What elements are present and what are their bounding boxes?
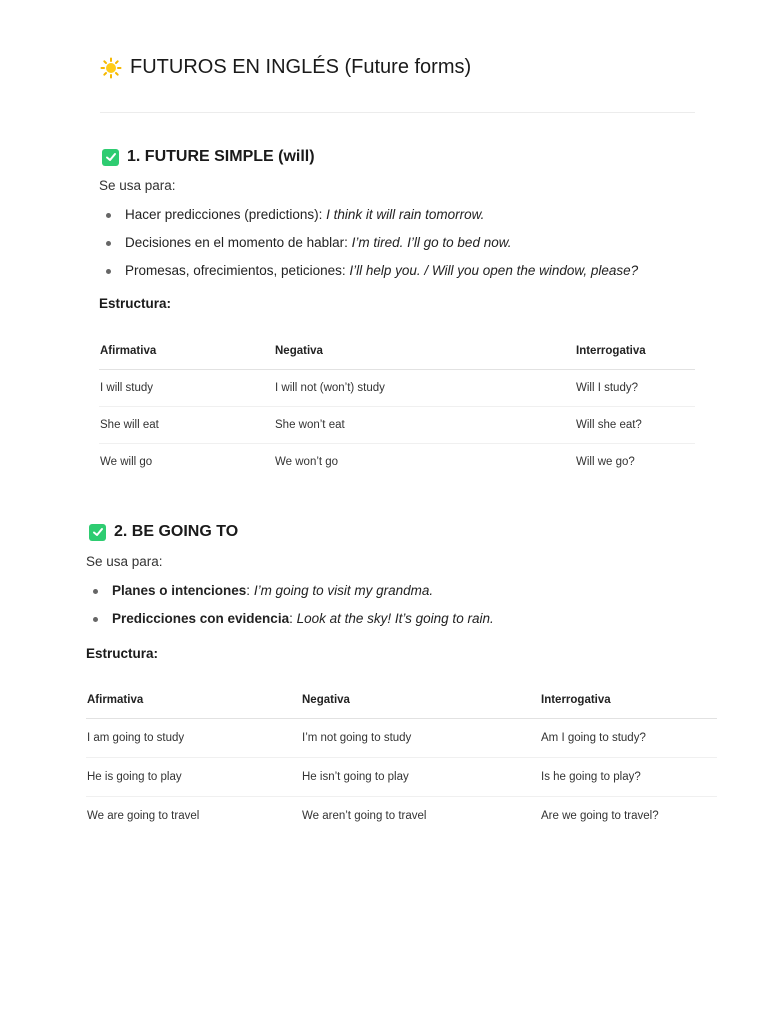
bullet-separator: :: [246, 583, 254, 598]
bullet-example: Look at the sky! It’s going to rain.: [296, 611, 494, 626]
table-row: [99, 407, 695, 444]
page-title: [100, 56, 471, 79]
table-cell: We won’t go: [275, 456, 339, 468]
list-item: [99, 207, 719, 235]
section-intro: Se usa para:: [86, 554, 163, 569]
table-row: [99, 370, 695, 407]
list-item: [99, 263, 719, 291]
bullet-example: I’ll help you. / Will you open the window, please?: [349, 263, 639, 278]
bullet-list: [86, 583, 716, 639]
table-cell: Will I study?: [575, 370, 695, 407]
section-heading-will: [102, 148, 315, 166]
table-cell: We will go: [100, 456, 153, 468]
structure-label: Estructura:: [86, 646, 159, 661]
bullet-example: I’m tired. I’ll go to bed now.: [351, 235, 512, 250]
table-cell: Is he going to play?: [540, 758, 717, 797]
bullet-example: I think it will rain tomorrow.: [326, 207, 485, 222]
table-row: [86, 797, 717, 836]
structure-table-will: [99, 333, 695, 480]
column-header: Afirmativa: [99, 333, 274, 370]
bullet-label: Decisiones en el momento de hablar:: [125, 235, 352, 250]
column-header: Negativa: [274, 333, 575, 370]
column-header: Afirmativa: [86, 682, 301, 719]
bullet-label: Planes o intenciones: [112, 583, 247, 598]
table-row: [99, 444, 695, 481]
structure-label: Estructura:: [99, 296, 172, 311]
section-heading-text: 2. BE GOING TO: [114, 523, 239, 540]
bullet-separator: :: [289, 611, 297, 626]
table-cell: I am going to study: [86, 719, 301, 758]
table-header-row: [86, 682, 717, 719]
bullet-label: Hacer predicciones (predictions):: [125, 207, 327, 222]
table-cell: He isn’t going to play: [301, 758, 540, 797]
bullet-list: [99, 207, 719, 291]
table-cell: She won’t eat: [274, 407, 575, 444]
table-cell: I will study: [99, 370, 274, 407]
section-intro: Se usa para:: [99, 178, 176, 193]
table-header-row: [99, 333, 695, 370]
bullet-example: I’m going to visit my grandma.: [253, 583, 434, 598]
table-cell: We aren’t going to travel: [302, 810, 427, 822]
table-cell: Are we going to travel?: [541, 810, 659, 822]
page-title-text: FUTUROS EN INGLÉS (Future forms): [130, 56, 472, 78]
section-heading-text: 1. FUTURE SIMPLE (will): [127, 148, 315, 165]
table-cell: We are going to travel: [87, 810, 200, 822]
table-row: [86, 758, 717, 797]
table-cell: Will she eat?: [575, 407, 695, 444]
column-header: Interrogativa: [540, 682, 717, 719]
title-divider: [100, 112, 695, 113]
table-cell: I will not (won’t) study: [274, 370, 575, 407]
list-item: [86, 583, 716, 611]
sun-icon: [100, 57, 122, 79]
bullet-label: Promesas, ofrecimientos, peticiones:: [125, 263, 350, 278]
structure-table-going-to: [86, 682, 717, 835]
table-cell: Am I going to study?: [540, 719, 717, 758]
list-item: [99, 235, 719, 263]
check-icon: [102, 149, 119, 166]
section-heading-going-to: [89, 523, 238, 541]
table-cell: I’m not going to study: [301, 719, 540, 758]
table-cell: She will eat: [99, 407, 274, 444]
column-header: Interrogativa: [575, 333, 695, 370]
bullet-label: Predicciones con evidencia: [112, 611, 290, 626]
check-icon: [89, 524, 106, 541]
table-row: [86, 719, 717, 758]
table-cell: He is going to play: [86, 758, 301, 797]
table-cell: Will we go?: [576, 456, 635, 468]
list-item: [86, 611, 716, 639]
column-header: Negativa: [301, 682, 540, 719]
